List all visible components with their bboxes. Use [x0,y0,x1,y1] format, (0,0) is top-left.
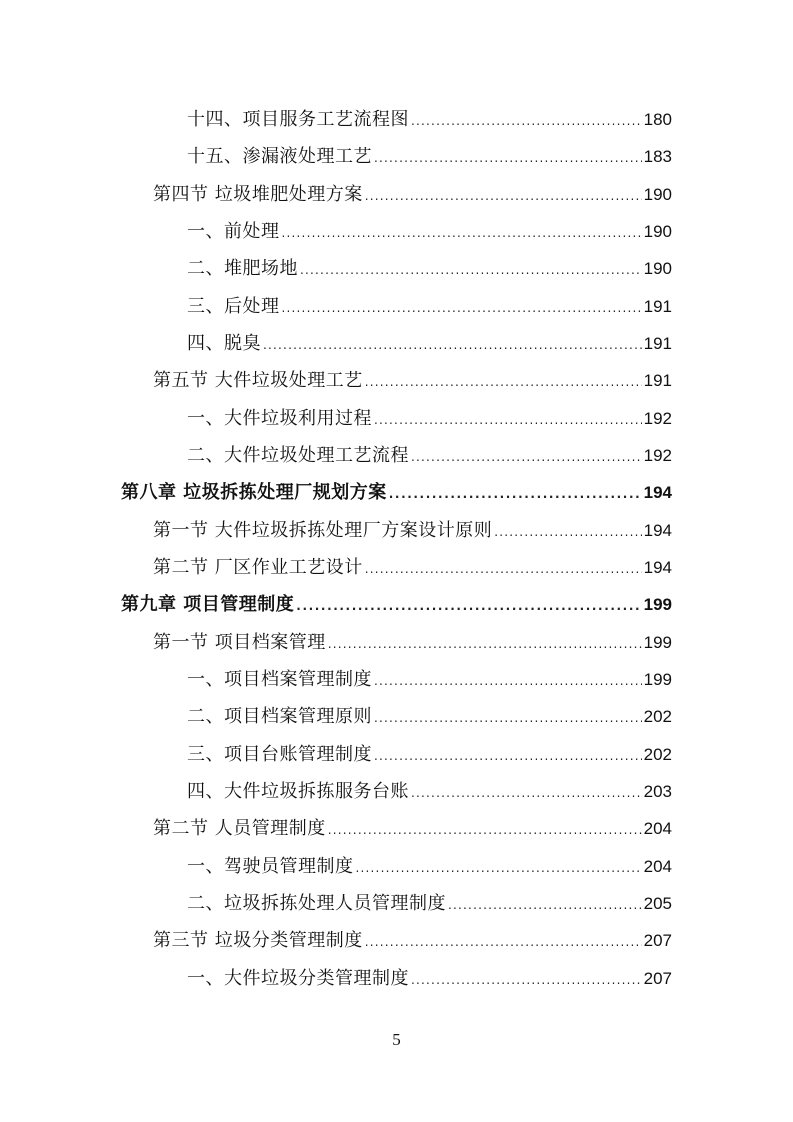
dot-leader [365,554,642,583]
toc-entry-title: 三、项目台账管理制度 [187,744,372,765]
toc-entry-page: 191 [643,297,672,316]
toc-entry-page: 190 [643,222,672,241]
dot-leader [411,778,642,807]
toc-entry-title: 一、前处理 [187,221,280,242]
dot-leader [374,143,642,172]
toc-entry[interactable] [153,516,672,546]
toc-entry[interactable] [187,105,672,135]
dot-leader [365,181,642,210]
toc-entry-page: 205 [643,894,672,913]
toc-entry[interactable] [187,740,672,770]
toc-entry[interactable] [153,180,672,210]
dot-leader [374,666,642,695]
toc-entry-title: 四、大件垃圾拆拣服务台账 [187,781,409,802]
toc-entry-page: 203 [643,782,672,801]
dot-leader [300,255,642,284]
toc-entry-title: 一、大件垃圾分类管理制度 [187,968,409,989]
dot-leader [374,405,642,434]
toc-entry-title: 一、项目档案管理制度 [187,669,372,690]
toc-entry-title: 第一节 大件垃圾拆拣处理厂方案设计原则 [153,520,493,541]
toc-entry-page: 190 [643,185,672,204]
toc-entry[interactable] [187,441,672,471]
toc-entry-title: 第二节 厂区作业工艺设计 [153,557,363,578]
toc-entry-page: 204 [643,819,672,838]
dot-leader [365,927,642,956]
dot-leader [411,965,642,994]
toc-entry-title: 第五节 大件垃圾处理工艺 [153,370,363,391]
toc-entry[interactable] [153,366,672,396]
toc-entry-page: 192 [643,409,672,428]
dot-leader [282,293,642,322]
toc-entry-page: 192 [643,446,672,465]
toc-entry[interactable] [187,217,672,247]
toc-entry-page: 207 [643,969,672,988]
toc-entry[interactable] [187,889,672,919]
toc-entry-page: 194 [643,558,672,577]
dot-leader [494,517,641,546]
toc-entry-page: 199 [643,633,672,652]
toc-entry[interactable] [187,665,672,695]
toc-entry[interactable] [187,142,672,172]
dot-leader [374,741,642,770]
toc-entry-title: 第二节 人员管理制度 [153,818,326,839]
toc-entry[interactable] [187,404,672,434]
toc-entry-title: 二、垃圾拆拣处理人员管理制度 [187,893,446,914]
toc-entry-title: 二、堆肥场地 [187,258,298,279]
toc-entry-title: 第四节 垃圾堆肥处理方案 [153,184,363,205]
toc-entry[interactable] [187,852,672,882]
toc-entry-page: 191 [643,371,672,390]
dot-leader [296,591,641,620]
dot-leader [389,479,642,508]
toc-entry-title: 第一节 项目档案管理 [153,632,326,653]
toc-chapter-entry[interactable] [121,590,672,620]
toc-entry[interactable] [187,292,672,322]
toc-entry-title: 一、大件垃圾利用过程 [187,408,372,429]
toc-entry[interactable] [153,814,672,844]
toc-entry-page: 194 [643,483,672,502]
toc-entry[interactable] [153,926,672,956]
toc-entry-page: 199 [643,670,672,689]
toc-entry[interactable] [153,553,672,583]
toc-entry-title: 一、驾驶员管理制度 [187,856,354,877]
toc-entry-page: 202 [643,707,672,726]
toc-entry-page: 207 [643,931,672,950]
toc-entry-title: 第八章 垃圾拆拣处理厂规划方案 [121,482,387,503]
dot-leader [328,815,642,844]
dot-leader [263,330,642,359]
toc-entry-title: 二、大件垃圾处理工艺流程 [187,445,409,466]
toc-entry-page: 204 [643,857,672,876]
dot-leader [411,106,642,135]
toc-entry[interactable] [153,628,672,658]
toc-entry[interactable] [187,964,672,994]
toc-entry-title: 第三节 垃圾分类管理制度 [153,930,363,951]
dot-leader [411,442,642,471]
dot-leader [282,218,642,247]
dot-leader [328,629,642,658]
toc-entry-title: 十五、渗漏液处理工艺 [187,146,372,167]
toc-entry[interactable] [187,254,672,284]
toc-entry-page: 202 [643,745,672,764]
toc-entry-title: 第九章 项目管理制度 [121,594,295,615]
toc-chapter-entry[interactable] [121,478,672,508]
toc-entry-page: 183 [643,147,672,166]
toc-entry[interactable] [187,777,672,807]
toc-entry-title: 四、脱臭 [187,333,261,354]
toc-entry-page: 194 [643,521,672,540]
toc-entry-title: 二、项目档案管理原则 [187,706,372,727]
dot-leader [448,890,642,919]
toc-entry-page: 191 [643,334,672,353]
toc-entry-page: 190 [643,259,672,278]
toc-entry[interactable] [187,329,672,359]
toc-entry[interactable] [187,702,672,732]
page-number: 5 [392,1030,401,1049]
toc-entry-page: 180 [643,110,672,129]
toc-entry-title: 十四、项目服务工艺流程图 [187,109,409,130]
dot-leader [365,367,642,396]
toc-entry-title: 三、后处理 [187,296,280,317]
dot-leader [356,853,642,882]
toc-entry-page: 199 [643,595,672,614]
dot-leader [374,703,642,732]
